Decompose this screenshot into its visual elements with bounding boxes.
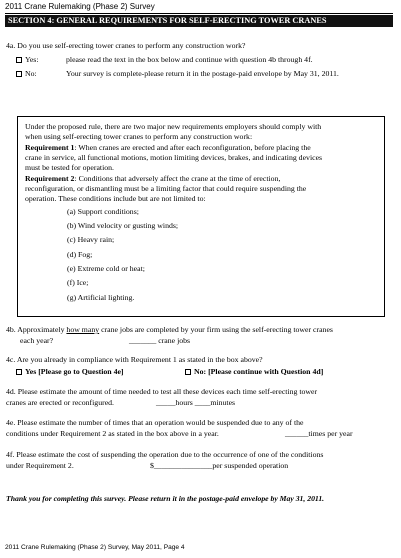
q4e-blank[interactable]: ______	[285, 429, 309, 438]
question-4e-line1: 4e. Please estimate the number of times that an operation would be suspended due to any of the	[6, 418, 304, 427]
requirement-2-line1	[25, 174, 280, 184]
q4f-dollar-sign: $	[150, 461, 154, 470]
question-4f-line1: 4f. Please estimate the cost of suspending the operation due to the occurrence of one of the conditions	[6, 450, 324, 459]
condition-item: (e) Extreme cold or heat;	[67, 264, 145, 273]
q4b-pre: 4b. Approximately	[6, 325, 67, 334]
condition-item: (c) Heavy rain;	[67, 235, 115, 244]
requirement-1-line1	[25, 143, 311, 153]
question-4e-line2: conditions under Requirement 2 as stated in the box above in a year.	[6, 429, 219, 438]
requirement-2-line2: reconfiguration, or dismantling must be a limiting factor that could require suspending the	[25, 184, 307, 193]
q4b-unit: crane jobs	[156, 336, 191, 345]
q4a-yes-text: please read the text in the box below and continue with question 4b through 4f.	[66, 55, 313, 64]
question-4c: 4c. Are you already in compliance with Requirement 1 as stated in the box above?	[6, 355, 263, 364]
q4d-minutes-blank[interactable]: ____	[194, 398, 211, 407]
q4a-no-text: Your survey is complete-please return it in the postage-paid envelope by May 31, 2011.	[66, 69, 339, 78]
condition-item: (f) Ice;	[67, 278, 89, 287]
question-4f-line2: under Requirement 2.	[6, 461, 74, 470]
q4d-hours-label: hours	[175, 398, 193, 407]
requirement-1-line2: crane in service, all functional motions, motion limiting devices, brakes, and indicating devices	[25, 153, 323, 162]
requirement-2-text: : Conditions that adversely affect the crane at the time of erection,	[74, 174, 281, 183]
page-header: 2011 Crane Rulemaking (Phase 2) Survey	[5, 2, 155, 11]
q4a-yes-label: Yes:	[25, 55, 39, 64]
box-intro-line1: Under the proposed rule, there are two major new requirements employers should comply with	[25, 122, 322, 131]
q4f-answer-field[interactable]	[150, 461, 288, 471]
requirement-1-line3: must be tested for operation.	[25, 163, 114, 172]
q4b-answer-field[interactable]	[129, 336, 190, 346]
requirement-1-label: Requirement 1	[25, 143, 75, 152]
q4e-answer-field[interactable]	[285, 429, 353, 439]
q4b-post: crane jobs are completed by your firm using the self-erecting tower cranes	[99, 325, 333, 334]
question-4d-line1: 4d. Please estimate the amount of time needed to test all these devices each time self-erecting tower	[6, 387, 318, 396]
q4a-no-label: No:	[25, 69, 37, 78]
q4d-minutes-label: minutes	[210, 398, 236, 407]
q4b-emphasis: how many	[66, 325, 100, 334]
condition-item: (b) Wind velocity or gusting winds;	[67, 221, 179, 230]
q4c-yes-label: Yes [Please go to Question 4e]	[25, 367, 124, 376]
q4a-no-checkbox[interactable]	[16, 71, 22, 77]
requirement-1-text: : When cranes are erected and after each reconfiguration, before placing the	[74, 143, 311, 152]
box-intro-line2: when using self-erecting tower cranes to perform any construction work:	[25, 132, 253, 141]
section-title: SECTION 4: GENERAL REQUIREMENTS FOR SELF-ERECTING TOWER CRANES	[5, 15, 393, 27]
q4d-hours-blank[interactable]: _____	[156, 398, 176, 407]
q4b-blank[interactable]: _______	[129, 336, 157, 345]
q4d-answer-field[interactable]	[156, 398, 235, 408]
q4a-yes-checkbox[interactable]	[16, 57, 22, 63]
condition-item: (g) Artificial lighting.	[67, 293, 135, 302]
q4a-yes-option[interactable]	[16, 55, 39, 65]
q4c-yes-option[interactable]	[16, 367, 124, 377]
q4f-blank[interactable]: _______________	[153, 461, 213, 470]
question-4d-line2: cranes are erected or reconfigured.	[6, 398, 115, 407]
q4c-no-option[interactable]	[185, 367, 323, 377]
q4f-unit: per suspended operation	[212, 461, 289, 470]
page-footer: 2011 Crane Rulemaking (Phase 2) Survey, May 2011, Page 4	[5, 544, 185, 551]
q4c-yes-checkbox[interactable]	[16, 369, 22, 375]
question-4b-line1	[6, 325, 333, 335]
q4b-each-year: each year?	[20, 336, 54, 345]
q4c-no-label: No: [Please continue with Question 4d]	[194, 367, 324, 376]
thank-you-note: Thank you for completing this survey. Please return it in the postage-paid envelope by May 31, 2011.	[6, 494, 325, 503]
condition-item: (d) Fog;	[67, 250, 93, 259]
q4e-unit: times per year	[308, 429, 353, 438]
q4c-no-checkbox[interactable]	[185, 369, 191, 375]
q4a-no-option[interactable]	[16, 69, 37, 79]
question-4a: 4a. Do you use self-erecting tower cranes to perform any construction work?	[6, 41, 246, 50]
requirement-2-label: Requirement 2	[25, 174, 75, 183]
header-rule	[5, 13, 393, 14]
condition-item: (a) Support conditions;	[67, 207, 139, 216]
requirement-2-line3: operation. These conditions include but are not limited to:	[25, 194, 206, 203]
